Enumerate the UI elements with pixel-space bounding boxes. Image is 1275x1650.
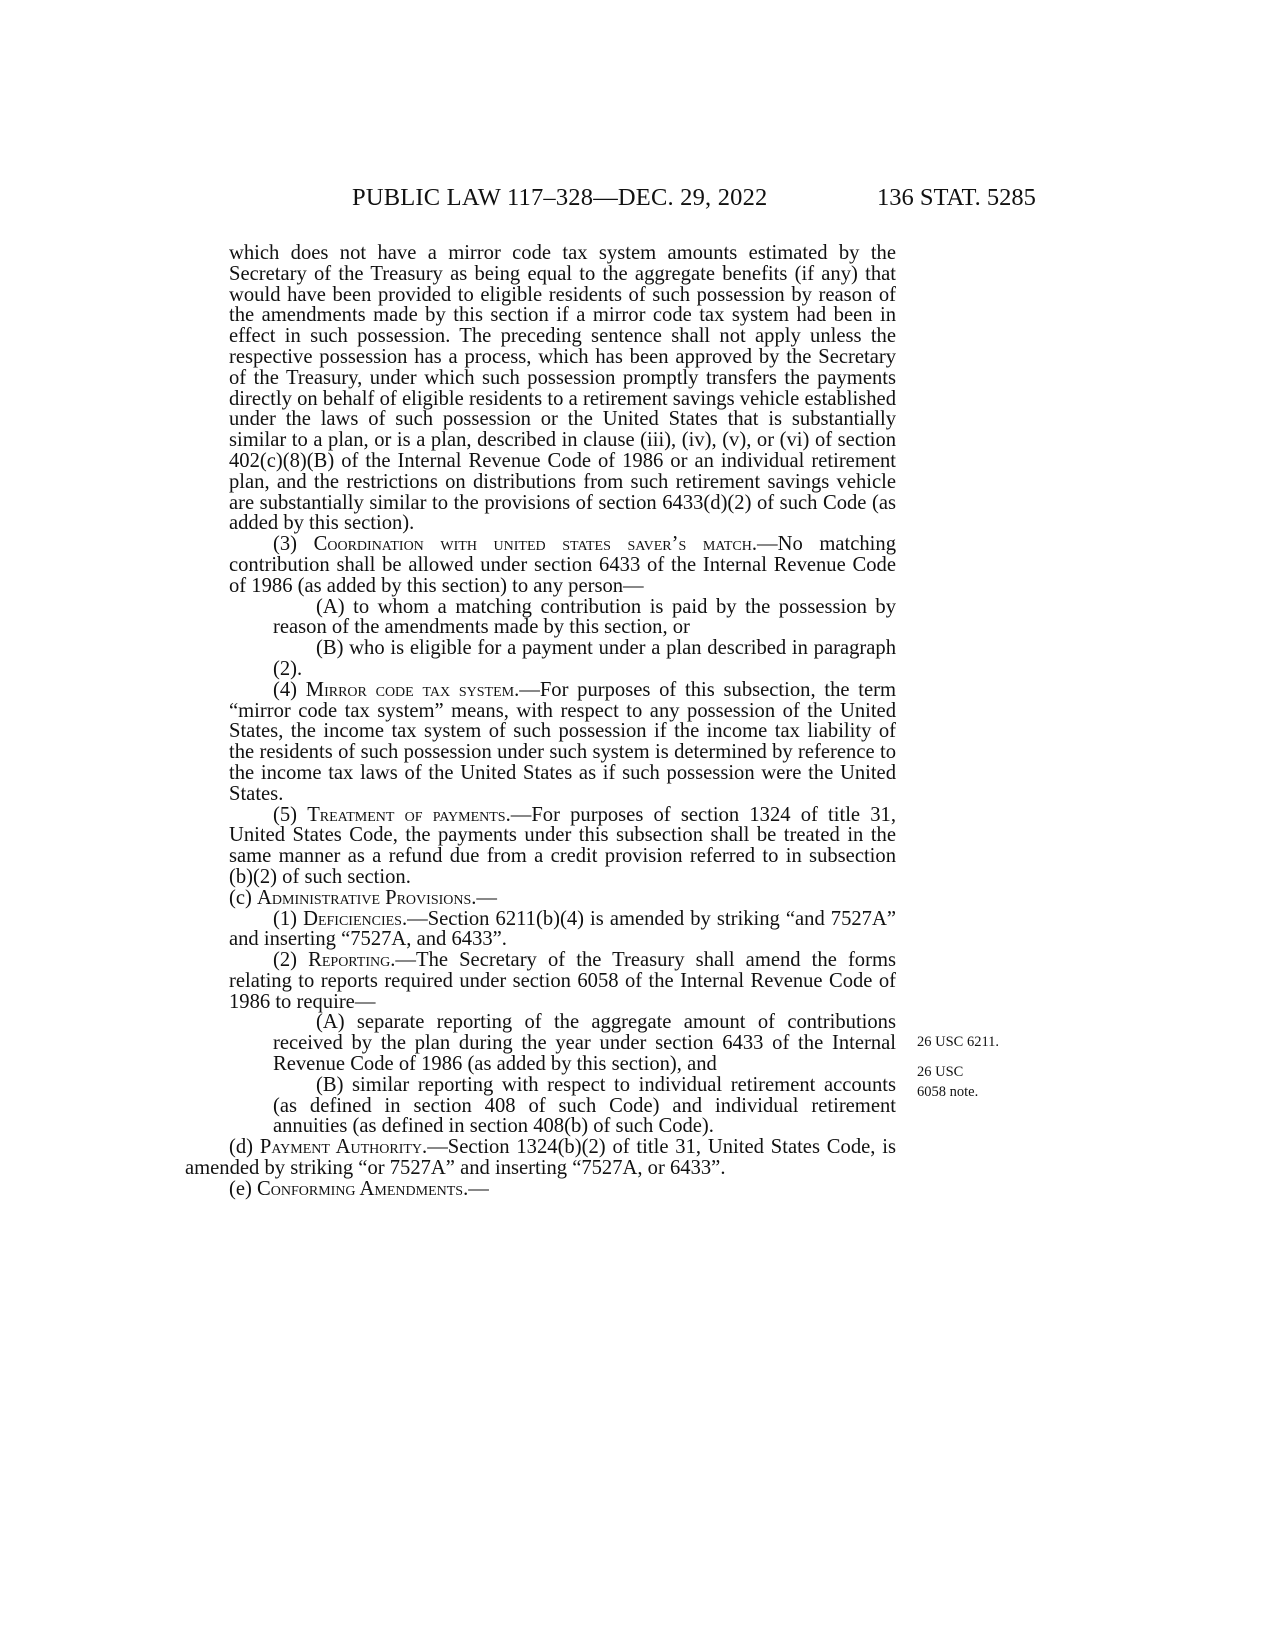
subsection-c xyxy=(229,888,896,909)
paragraph-heading: Treatment of payments. xyxy=(307,803,511,826)
paragraph-number: (5) xyxy=(273,803,298,826)
subsection-e xyxy=(229,1179,896,1200)
paragraph-3 xyxy=(229,534,896,596)
paragraph-text: —The Secretary of the Treasury shall amend the forms relating to reports required under section 6058 of the Internal Revenue Code of 1986 to require— xyxy=(229,949,896,1013)
paragraph-text: —Section 6211(b)(4) is amended by striking “and 7527A” and inserting “7527A, and 6433”. xyxy=(229,907,896,951)
paragraph-text: —No matching contribution shall be allowed under section 6433 of the Internal Revenue Code of 1986 (as added by this section) to any person— xyxy=(229,533,896,597)
subsection-number: (e) xyxy=(229,1177,252,1200)
statute-page-number: 136 STAT. 5285 xyxy=(877,184,1036,211)
subsection-heading: Conforming Amendments. xyxy=(257,1177,469,1200)
public-law-title: PUBLIC LAW 117–328—DEC. 29, 2022 xyxy=(352,184,768,211)
paragraph-heading: Deficiencies. xyxy=(303,907,408,930)
paragraph-heading: Mirror code tax system. xyxy=(305,678,520,701)
subparagraph-c2b: (B) similar reporting with respect to individual retirement accounts (as defined in section 408 of such Code) and individual retirement annuities (as defined in section 408(b) of such Code). xyxy=(273,1073,896,1138)
paragraph-text: —For purposes of this subsection, the term “mirror code tax system” means, with respect to any possession of the United States, the income tax system of such possession if the income tax liability of the residents of such possession under such system is determined by reference to the income tax laws of the United States as if such possession were the United States. xyxy=(229,678,896,805)
paragraph-number: (2) xyxy=(273,949,298,972)
paragraph-c2 xyxy=(229,950,896,1012)
page-header xyxy=(0,184,1275,214)
subsection-text: —Section 1324(b)(2) of title 31, United States Code, is amended by striking “or 7527A” and inserting “7527A, or 6433”. xyxy=(185,1136,896,1180)
subsection-text: — xyxy=(468,1177,489,1200)
paragraph-number: (3) xyxy=(273,533,298,556)
paragraph-heading: Coordination with united states saver’s match. xyxy=(313,533,757,556)
document-body xyxy=(185,242,896,1200)
subsection-d xyxy=(185,1137,896,1179)
subsection-text: — xyxy=(476,886,498,909)
subparagraph-c2a: (A) separate reporting of the aggregate amount of contributions received by the plan during the year under section 6433 of the Internal Revenue Code of 1986 (as added by this section), and xyxy=(273,1011,896,1076)
subparagraph-3a: (A) to whom a matching contribution is paid by the possession by reason of the amendments made by this section, or xyxy=(273,595,896,639)
subparagraph-3b: (B) who is eligible for a payment under a plan described in paragraph (2). xyxy=(273,637,896,680)
paragraph-heading: Reporting. xyxy=(308,949,396,972)
paragraph-text: —For purposes of section 1324 of title 31, United States Code, the payments under this subsection shall be treated in the same manner as a refund due from a credit provision referred to in subsection (b)(2) of such section. xyxy=(229,803,896,888)
subsection-number: (c) xyxy=(229,886,252,909)
subsection-heading: Payment Authority. xyxy=(259,1136,428,1159)
subsection-heading: Administrative Provisions. xyxy=(257,886,477,909)
subsection-number: (d) xyxy=(229,1136,254,1159)
paragraph-continuation: which does not have a mirror code tax system amounts estimated by the Secretary of the Treasury as being equal to the aggregate benefits (if any) that would have been provided to eligible residents of such possession by reason of the amendments made by this section if a mirror code tax system had been in effect in such possession. The preceding sentence shall not apply unless the respective possession has a process, which has been approved by the Secretary of the Treasury, under which such possession promptly transfers the payments directly on behalf of eligible residents to a retirement savings vehicle established under the laws of such possession or the United States that is substantially similar to a plan, or is a plan, described in clause (iii), (iv), (v), or (vi) of section 402(c)(8)(B) of the Internal Revenue Code of 1986 or an individual retirement plan, and the restrictions on distributions from such retirement savings vehicle are substantially similar to the provisions of section 6433(d)(2) of such Code (as added by this section). xyxy=(229,242,896,535)
paragraph-c1 xyxy=(229,909,896,951)
margin-note-usc-6211: 26 USC 6211. xyxy=(917,1034,1000,1050)
margin-note-usc-6058: 26 USC 6058 note. xyxy=(917,1064,979,1100)
paragraph-number: (4) xyxy=(273,678,298,701)
paragraph-5 xyxy=(229,805,896,888)
paragraph-number: (1) xyxy=(273,907,298,930)
paragraph-4 xyxy=(229,680,896,805)
